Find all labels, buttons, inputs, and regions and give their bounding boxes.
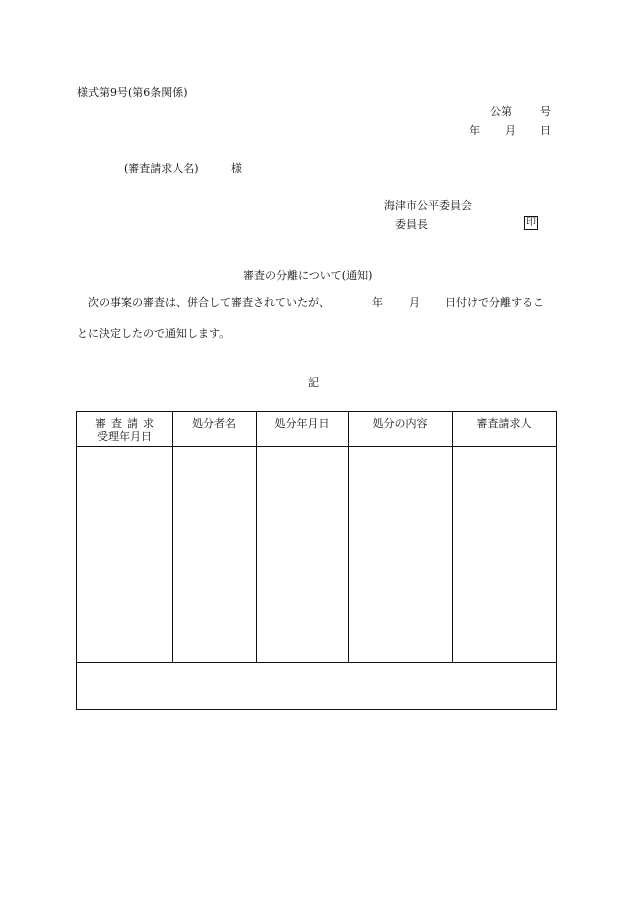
- header-requester: 審査請求人: [476, 417, 532, 430]
- public-number-prefix: 公第: [490, 105, 512, 118]
- seal-mark: 印: [526, 217, 536, 228]
- header-disposition-content: 処分の内容: [372, 417, 428, 430]
- header-disposer: 処分者名: [192, 417, 236, 430]
- body-text-line1: 次の事案の審査は、併合して審査されていたが、: [88, 296, 330, 309]
- table-header-divider: [77, 446, 556, 447]
- record-table: [76, 411, 557, 710]
- body-text-line2: とに決定したので通知します。: [77, 327, 231, 340]
- ki-heading: 記: [308, 376, 319, 389]
- form-number: 様式第9号(第6条関係): [77, 86, 188, 99]
- addressee-honorific: 様: [231, 162, 242, 175]
- header-receipt-line1: 審査請求: [95, 417, 159, 430]
- addressee-name: (審査請求人名): [124, 162, 199, 175]
- body-month-label: 月: [409, 296, 420, 309]
- header-disposition-date: 処分年月日: [274, 417, 330, 430]
- header-receipt-date: [77, 417, 172, 443]
- date-day-label: 日: [540, 124, 551, 137]
- table-footer-divider: [77, 662, 556, 663]
- date-month-label: 月: [505, 124, 516, 137]
- header-receipt-line2: 受理年月日: [97, 430, 152, 443]
- sender-title: 委員長: [395, 218, 428, 231]
- date-year-label: 年: [469, 124, 480, 137]
- sender-organization: 海津市公平委員会: [384, 199, 472, 212]
- table-divider: [256, 412, 257, 663]
- body-text-line1-end: 日付けで分離するこ: [445, 296, 544, 309]
- public-number-suffix: 号: [540, 105, 551, 118]
- document-title: 審査の分離について(通知): [243, 269, 373, 282]
- body-year-label: 年: [372, 296, 383, 309]
- table-divider: [452, 412, 453, 663]
- table-divider: [348, 412, 349, 663]
- table-divider: [172, 412, 173, 663]
